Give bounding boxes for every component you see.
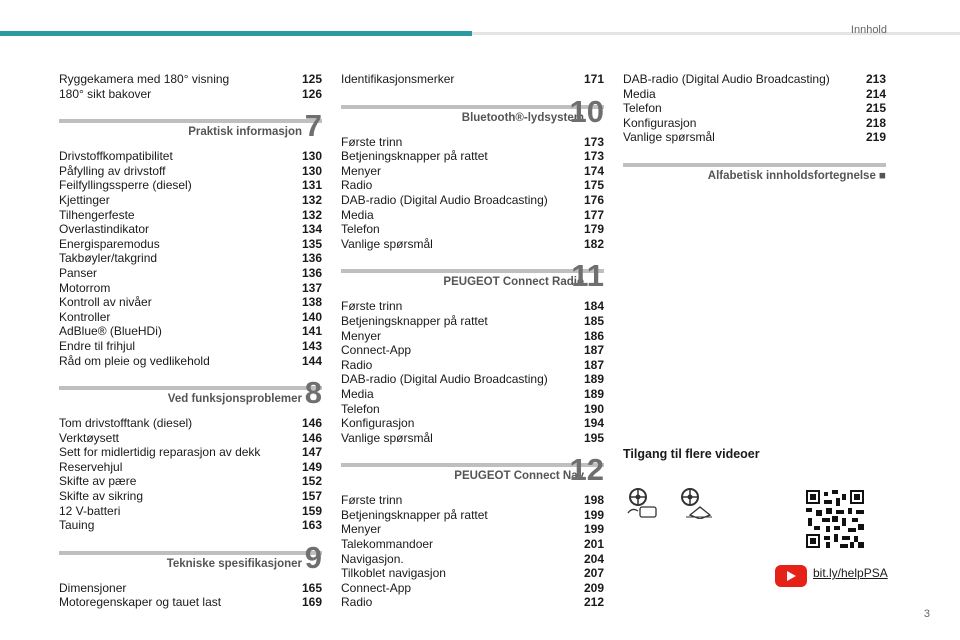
- toc-entry[interactable]: [341, 149, 604, 164]
- toc-entry-title: Energisparemodus: [59, 236, 160, 251]
- toc-entry-title: Vanlige spørsmål: [341, 236, 433, 251]
- toc-entry-title: Menyer: [341, 163, 382, 178]
- toc-entry[interactable]: [341, 358, 604, 373]
- toc-entry[interactable]: [341, 222, 604, 237]
- toc-entry-page: 132: [301, 207, 322, 222]
- toc-entry-title: Første trinn: [341, 134, 403, 149]
- toc-entry-page: 157: [301, 489, 322, 504]
- toc-entry-page: 131: [301, 178, 322, 193]
- toc-entry-title: Connect-App: [341, 580, 412, 595]
- toc-entry-page: 182: [583, 236, 604, 251]
- toc-entry[interactable]: [59, 222, 322, 237]
- section-number: 11: [571, 258, 604, 294]
- toc-entry[interactable]: [59, 237, 322, 252]
- toc-entry-title: Sett for midlertidig reparasjon av dekk: [59, 445, 261, 460]
- toc-entry[interactable]: [59, 518, 322, 533]
- toc-entry[interactable]: [59, 339, 322, 354]
- toc-entry[interactable]: [59, 504, 322, 519]
- toc-entry-title: Overlastindikator: [59, 222, 150, 237]
- toc-entry-page: 169: [301, 595, 322, 610]
- toc-entry[interactable]: [341, 431, 604, 446]
- toc-entry[interactable]: [59, 324, 322, 339]
- toc-entry[interactable]: [341, 566, 604, 581]
- toc-entry-page: 136: [301, 265, 322, 280]
- toc-entry[interactable]: [59, 87, 322, 102]
- toc-entry[interactable]: [59, 266, 322, 281]
- toc-entry[interactable]: [59, 354, 322, 369]
- videos-title: Tilgang til flere videoer: [623, 447, 760, 461]
- toc-entry[interactable]: [341, 208, 604, 223]
- page-header-title: Innhold: [850, 24, 887, 36]
- page-number: 3: [923, 608, 930, 620]
- toc-entry[interactable]: [59, 251, 322, 266]
- toc-entry-page: 163: [301, 518, 322, 533]
- toc-entry-page: 190: [583, 401, 604, 416]
- toc-entry[interactable]: [341, 387, 604, 402]
- toc-entry[interactable]: [623, 72, 886, 87]
- section-number: 9: [304, 539, 322, 575]
- toc-entry[interactable]: [59, 310, 322, 325]
- toc-entry-title: Menyer: [341, 522, 382, 537]
- section-heading: [341, 258, 604, 297]
- toc-column-3: [623, 72, 886, 193]
- section-title[interactable]: Tekniske spesifikasjoner: [166, 557, 302, 570]
- toc-entry-page: 184: [583, 299, 604, 314]
- toc-entry[interactable]: [59, 193, 322, 208]
- toc-entry-page: 137: [301, 280, 322, 295]
- section-title[interactable]: Ved funksjonsproblemer: [167, 393, 302, 406]
- section-rule: [341, 269, 604, 273]
- toc-entry-page: 194: [583, 416, 604, 431]
- toc-entry-page: 214: [865, 86, 886, 101]
- toc-entry-title: Kontroll av nivåer: [59, 295, 152, 310]
- toc-entry-page: 213: [865, 72, 886, 86]
- toc-entry-page: 195: [583, 430, 604, 445]
- toc-entry-page: 215: [865, 101, 886, 116]
- toc-entry[interactable]: [59, 595, 322, 610]
- toc-entry[interactable]: [59, 460, 322, 475]
- toc-entry[interactable]: [341, 416, 604, 431]
- toc-entry[interactable]: [59, 72, 322, 87]
- toc-entry[interactable]: [341, 508, 604, 523]
- toc-entry-title: Tauing: [59, 518, 95, 533]
- steering-wheel-nav-icon[interactable]: [680, 487, 714, 519]
- toc-entry[interactable]: [341, 522, 604, 537]
- toc-entry-page: 219: [865, 130, 886, 145]
- section-heading: [341, 93, 604, 133]
- toc-entry-page: 179: [583, 222, 604, 237]
- toc-entry-page: 126: [301, 86, 322, 101]
- toc-entry-title: Drivstoffkompatibilitet: [59, 149, 173, 164]
- toc-entry-title: Konfigurasjon: [341, 416, 415, 431]
- toc-entry[interactable]: [341, 193, 604, 208]
- toc-entry-title: Dimensjoner: [59, 580, 127, 595]
- toc-entry-title: DAB-radio (Digital Audio Broadcasting): [341, 372, 548, 387]
- toc-entry-title: Tom drivstofftank (diesel): [59, 416, 193, 431]
- toc-entry[interactable]: [623, 87, 886, 102]
- section-rule: [341, 463, 604, 467]
- toc-entry-title: 180° sikt bakover: [59, 86, 152, 101]
- toc-entry-page: 130: [301, 163, 322, 178]
- toc-entry-title: Telefon: [341, 401, 380, 416]
- toc-entry-page: 187: [583, 357, 604, 372]
- toc-entry-title: Radio: [341, 357, 373, 372]
- toc-entry[interactable]: [341, 343, 604, 358]
- toc-entry-title: 12 V-batteri: [59, 503, 121, 518]
- toc-entry-title: Telefon: [623, 101, 662, 116]
- toc-entry-title: Radio: [341, 595, 373, 610]
- toc-entry-page: 176: [583, 192, 604, 207]
- toc-entry-title: Menyer: [341, 328, 382, 343]
- section-rule: [59, 386, 322, 390]
- toc-entry-page: 143: [301, 338, 322, 353]
- toc-entry[interactable]: [341, 72, 604, 87]
- toc-entry-title: Takbøyler/takgrind: [59, 251, 158, 266]
- toc-entry-title: Reservehjul: [59, 459, 123, 474]
- toc-column-2: [341, 72, 604, 610]
- toc-entry-page: 125: [301, 72, 322, 86]
- toc-entry[interactable]: [341, 552, 604, 567]
- section-number: 8: [304, 375, 322, 411]
- toc-entry-title: Connect-App: [341, 343, 412, 358]
- toc-entry-page: 186: [583, 328, 604, 343]
- toc-entry-page: 140: [301, 309, 322, 324]
- toc-entry-page: 138: [301, 295, 322, 310]
- toc-entry-page: 144: [301, 353, 322, 368]
- toc-entry-page: 165: [301, 580, 322, 595]
- section-rule: [341, 105, 604, 109]
- section-heading: [59, 539, 322, 579]
- toc-entry[interactable]: [341, 372, 604, 387]
- toc-entry[interactable]: [59, 445, 322, 460]
- toc-entry-title: Panser: [59, 265, 98, 280]
- toc-entry[interactable]: [341, 581, 604, 596]
- toc-entry[interactable]: [341, 402, 604, 417]
- toc-entry-page: 189: [583, 372, 604, 387]
- toc-entry-title: Råd om pleie og vedlikehold: [59, 353, 210, 368]
- toc-entry-page: 212: [583, 595, 604, 610]
- section-number: 10: [569, 93, 604, 129]
- toc-entry-page: 141: [301, 324, 322, 339]
- toc-entry-title: Identifikasjonsmerker: [341, 72, 455, 86]
- toc-entry-page: 132: [301, 192, 322, 207]
- toc-entry[interactable]: [341, 595, 604, 610]
- toc-entry[interactable]: [59, 178, 322, 193]
- toc-entry-title: Media: [623, 86, 656, 101]
- youtube-icon[interactable]: [775, 565, 807, 587]
- toc-entry[interactable]: [59, 281, 322, 296]
- toc-entry[interactable]: [59, 489, 322, 504]
- section-rule: [59, 119, 322, 123]
- section-heading: [341, 452, 604, 491]
- toc-entry-page: 199: [583, 522, 604, 537]
- toc-entry-title: Motorrom: [59, 280, 111, 295]
- section-title[interactable]: PEUGEOT Connect Nav: [454, 470, 584, 483]
- toc-column-1: [59, 72, 322, 610]
- toc-entry-title: Endre til frihjul: [59, 338, 136, 353]
- toc-entry-page: 207: [583, 566, 604, 581]
- qr-code-icon[interactable]: [806, 490, 864, 548]
- toc-entry-title: Motoregenskaper og tauet last: [59, 595, 222, 610]
- toc-entry-page: 135: [301, 236, 322, 251]
- toc-entry-title: Kontroller: [59, 309, 111, 324]
- toc-entry-title: Verktøysett: [59, 430, 120, 445]
- help-video-link[interactable]: bit.ly/helpPSA: [813, 566, 888, 580]
- toc-entry-title: Media: [341, 386, 374, 401]
- toc-entry-page: 175: [583, 178, 604, 193]
- toc-entry-page: 218: [865, 115, 886, 130]
- toc-entry[interactable]: [341, 164, 604, 179]
- toc-entry-page: 187: [583, 343, 604, 358]
- toc-entry[interactable]: [623, 130, 886, 145]
- toc-entry-title: Vanlige spørsmål: [623, 130, 715, 145]
- toc-entry-title: Telefon: [341, 222, 380, 237]
- toc-entry-title: DAB-radio (Digital Audio Broadcasting): [623, 72, 830, 86]
- toc-entry-title: Tilkoblet navigasjon: [341, 566, 446, 581]
- toc-entry[interactable]: [341, 314, 604, 329]
- toc-entry-page: 173: [583, 149, 604, 164]
- toc-entry[interactable]: [59, 164, 322, 179]
- toc-entry[interactable]: [341, 537, 604, 552]
- toc-entry-page: 136: [301, 251, 322, 266]
- toc-entry-title: Betjeningsknapper på rattet: [341, 507, 488, 522]
- toc-entry[interactable]: [59, 208, 322, 223]
- toc-entry-title: Navigasjon.: [341, 551, 404, 566]
- toc-entry-title: Feilfyllingssperre (diesel): [59, 178, 192, 193]
- section-heading: [59, 375, 322, 414]
- section-title[interactable]: Praktisk informasjon: [188, 126, 302, 139]
- toc-entry-page: 146: [301, 430, 322, 445]
- toc-entry-title: Konfigurasjon: [623, 115, 697, 130]
- toc-entry-page: 159: [301, 503, 322, 518]
- toc-entry[interactable]: [341, 237, 604, 252]
- toc-entry-title: Første trinn: [341, 299, 403, 314]
- section-number: 7: [304, 108, 322, 144]
- toc-entry-page: 209: [583, 580, 604, 595]
- toc-entry-page: 204: [583, 551, 604, 566]
- toc-entry-title: Skifte av sikring: [59, 489, 144, 504]
- toc-entry[interactable]: [59, 149, 322, 164]
- toc-entry[interactable]: [59, 474, 322, 489]
- toc-entry-title: Ryggekamera med 180° visning: [59, 72, 230, 86]
- toc-entry-title: Media: [341, 207, 374, 222]
- toc-entry-page: 152: [301, 474, 322, 489]
- toc-entry[interactable]: [341, 178, 604, 193]
- toc-entry-title: Tilhengerfeste: [59, 207, 135, 222]
- toc-entry-page: 174: [583, 163, 604, 178]
- toc-entry-page: 201: [583, 537, 604, 552]
- section-rule: [623, 163, 886, 167]
- toc-entry[interactable]: [623, 101, 886, 116]
- steering-wheel-phone-icon[interactable]: [626, 487, 660, 519]
- toc-entry[interactable]: [623, 116, 886, 131]
- toc-entry-title: Radio: [341, 178, 373, 193]
- section-title[interactable]: Bluetooth®-lydsystem: [461, 111, 584, 124]
- toc-entry-page: 146: [301, 416, 322, 431]
- section-number: 12: [569, 452, 604, 488]
- section-heading: [59, 108, 322, 147]
- toc-entry-title: Påfylling av drivstoff: [59, 163, 166, 178]
- toc-entry[interactable]: [341, 299, 604, 314]
- toc-entry-title: Betjeningsknapper på rattet: [341, 313, 488, 328]
- toc-entry-page: 173: [583, 134, 604, 149]
- toc-entry-page: 185: [583, 313, 604, 328]
- section-title[interactable]: PEUGEOT Connect Radio: [443, 276, 584, 289]
- toc-entry-page: 177: [583, 207, 604, 222]
- toc-entry-page: 149: [301, 459, 322, 474]
- section-heading: [623, 157, 886, 191]
- toc-entry[interactable]: [59, 295, 322, 310]
- toc-entry-title: AdBlue® (BlueHDi): [59, 324, 162, 339]
- toc-entry-page: 198: [583, 493, 604, 508]
- toc-entry-title: Første trinn: [341, 493, 403, 508]
- toc-entry-title: Talekommandoer: [341, 537, 434, 552]
- toc-entry[interactable]: [59, 581, 322, 596]
- toc-entry-title: Betjeningsknapper på rattet: [341, 149, 488, 164]
- toc-entry-page: 199: [583, 507, 604, 522]
- toc-entry-title: Skifte av pære: [59, 474, 137, 489]
- toc-entry-page: 171: [583, 72, 604, 86]
- toc-entry-page: 189: [583, 386, 604, 401]
- toc-entry[interactable]: [341, 493, 604, 508]
- toc-entry[interactable]: [341, 135, 604, 150]
- toc-entry-title: Vanlige spørsmål: [341, 430, 433, 445]
- section-rule: [59, 551, 322, 555]
- toc-entry[interactable]: [59, 416, 322, 431]
- header-accent-bar: [0, 31, 472, 36]
- toc-entry-page: 130: [301, 149, 322, 164]
- toc-entry[interactable]: [59, 431, 322, 446]
- toc-entry-page: 147: [301, 445, 322, 460]
- toc-entry-title: Kjettinger: [59, 192, 110, 207]
- section-title[interactable]: Alfabetisk innholdsfortegnelse ■: [707, 169, 886, 182]
- toc-entry[interactable]: [341, 329, 604, 344]
- toc-entry-title: DAB-radio (Digital Audio Broadcasting): [341, 192, 548, 207]
- toc-entry-page: 134: [301, 222, 322, 237]
